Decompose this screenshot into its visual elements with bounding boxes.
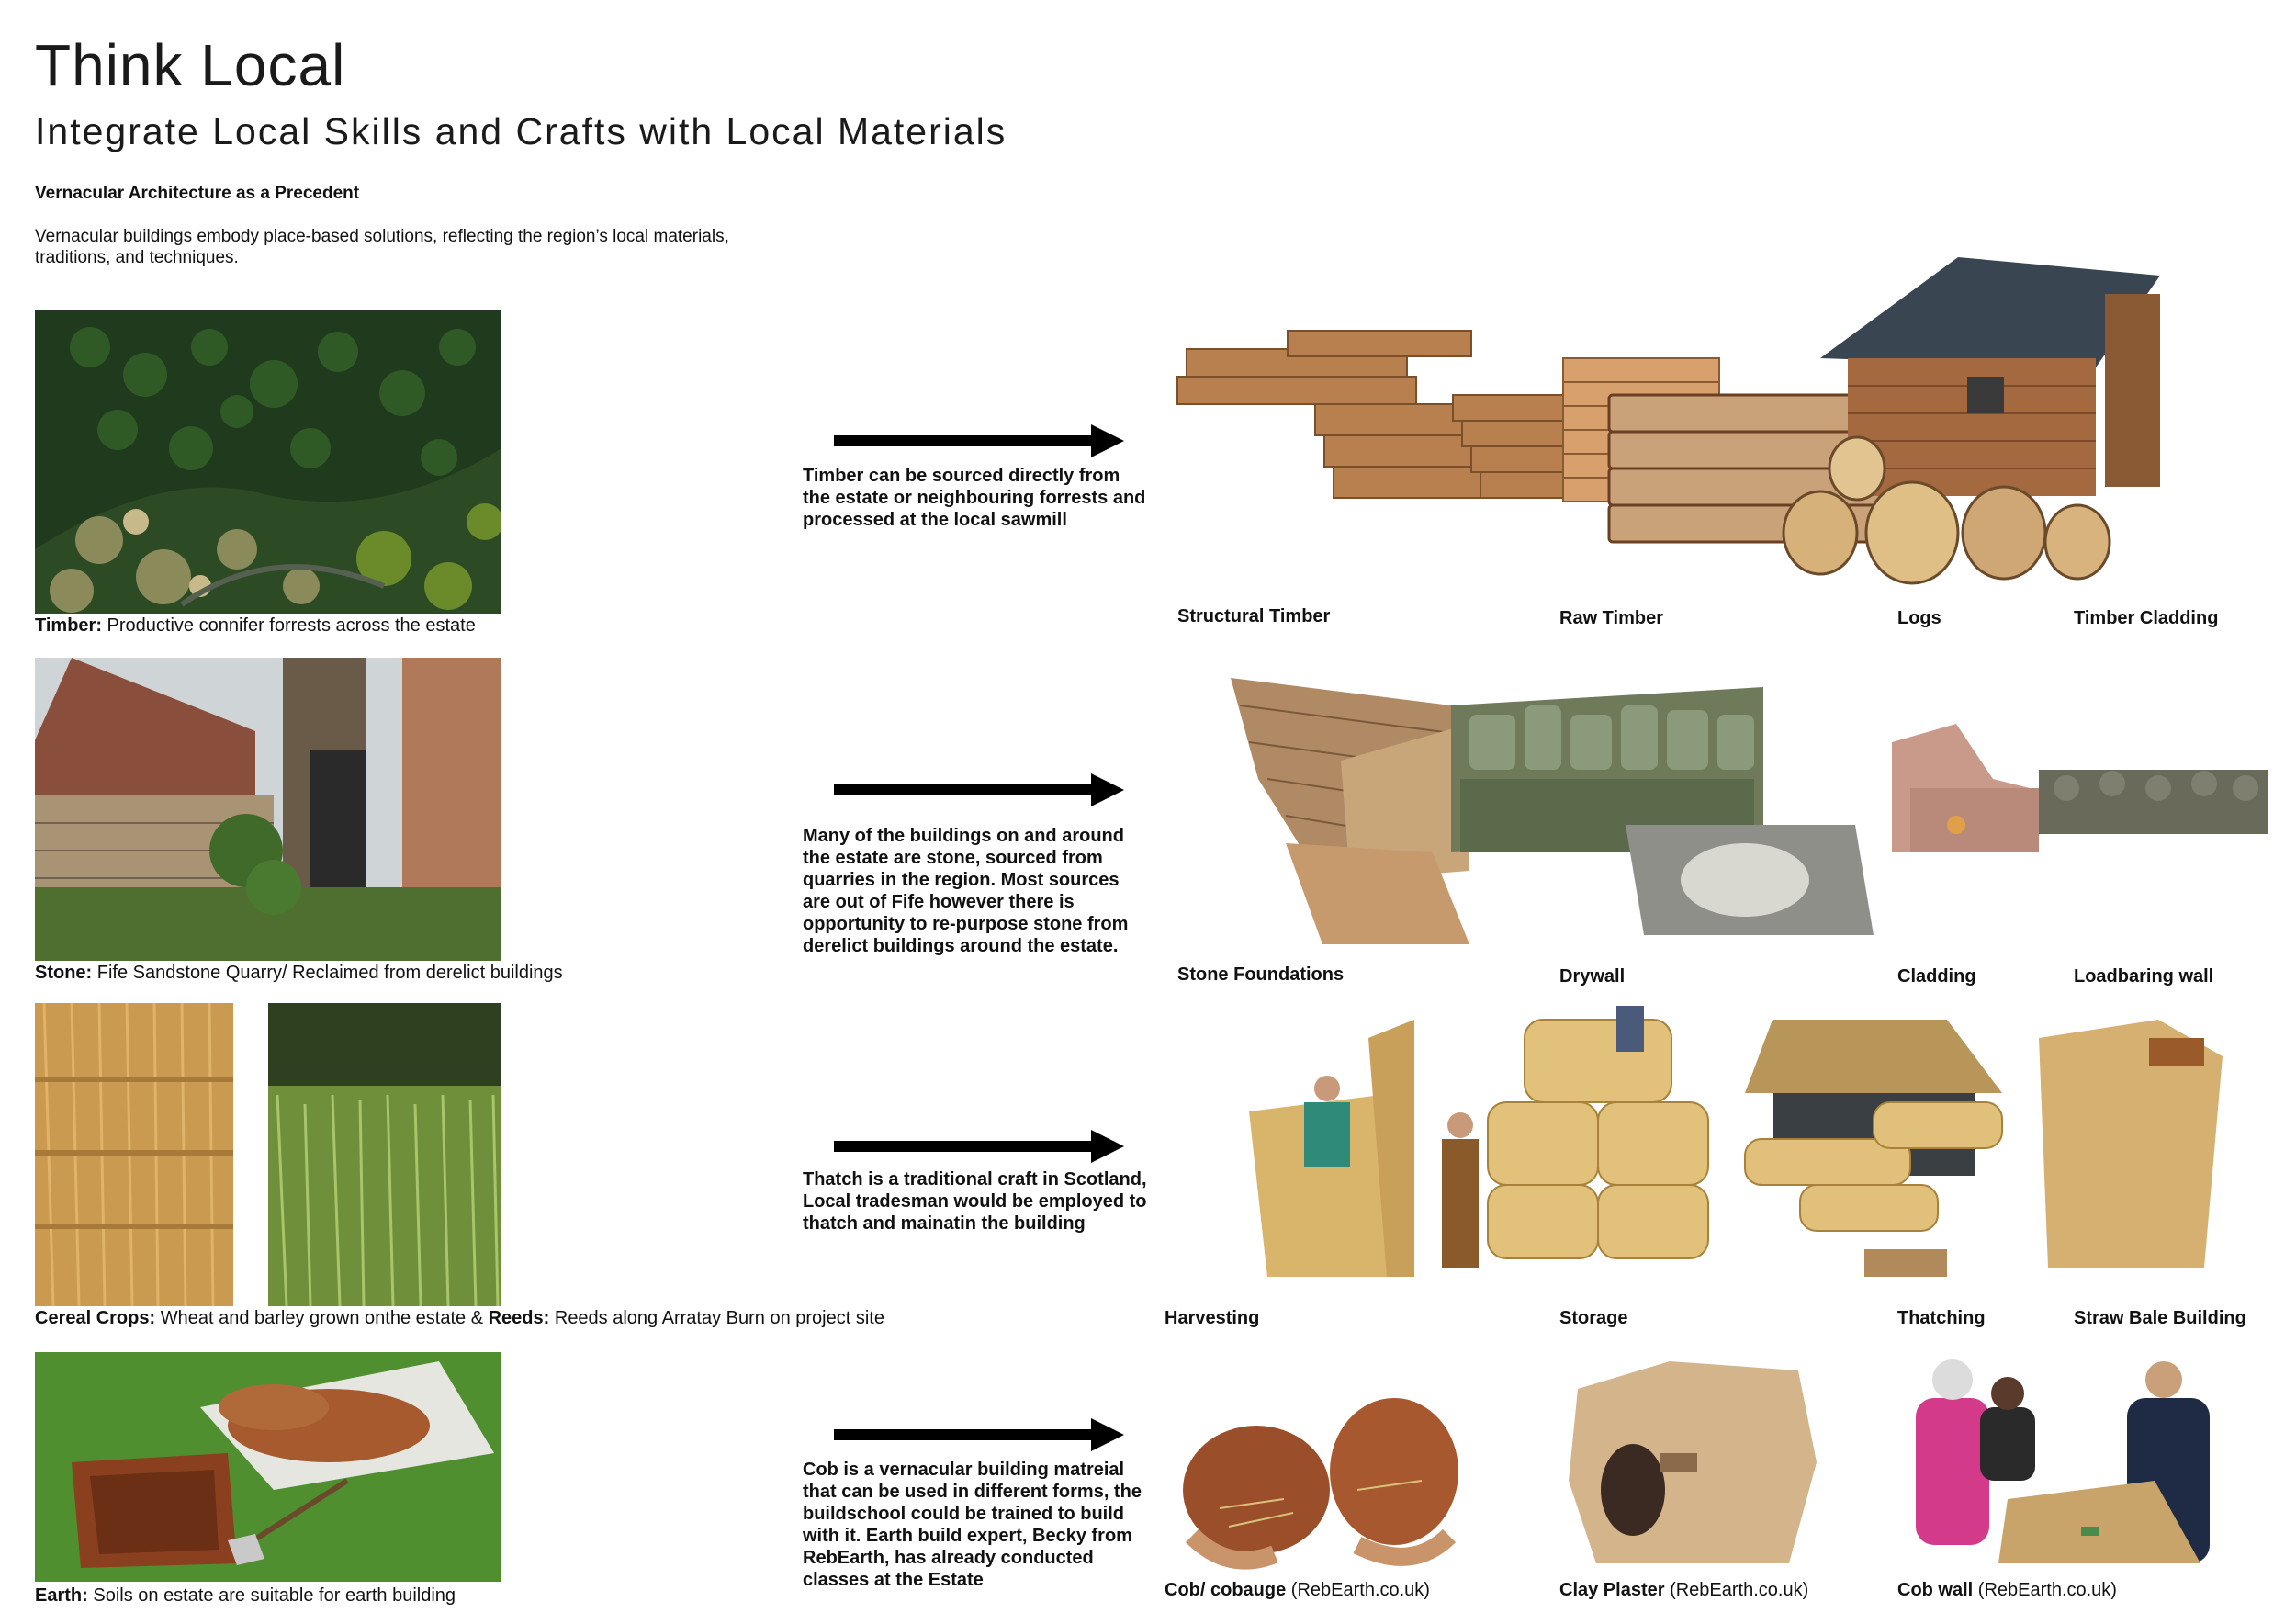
earth-caption: Earth: Soils on estate are suitable for earth building <box>35 1585 456 1606</box>
label-clay-plaster: Clay Plaster (RebEarth.co.uk) <box>1559 1580 1809 1600</box>
label-cladding: Cladding <box>1897 966 1976 987</box>
cob-hands-image <box>1174 1352 1477 1573</box>
stone-collage-image <box>1231 669 2268 944</box>
label-harvesting: Harvesting <box>1165 1308 1260 1328</box>
wheat-field-photo <box>35 1003 233 1306</box>
page-title: Think Local <box>35 32 346 98</box>
label-stone-foundations: Stone Foundations <box>1177 964 1345 985</box>
reed-field-photo <box>268 1003 501 1306</box>
section-heading: Vernacular Architecture as a Precedent <box>35 184 360 203</box>
thatch-collage-image <box>1231 1001 2268 1295</box>
page-subtitle: Integrate Local Skills and Crafts with Local Materials <box>35 110 1007 152</box>
label-cob-cobauge: Cob/ cobauge (RebEarth.co.uk) <box>1165 1580 1430 1600</box>
stone-description: Many of the buildings on and around the estate are stone, sourced from quarries in the region. Most sources are out of Fife however there is opportunity to re-purpose stone from derelict buildings around the estate. <box>803 826 1129 956</box>
timber-arrow-icon <box>834 423 1124 459</box>
earth-arrow-icon <box>834 1416 1124 1453</box>
cob-wall-building-image <box>1897 1343 2265 1573</box>
crops-reeds-caption: Cereal Crops: Wheat and barley grown onthe estate & Reeds: Reeds along Arratay Burn on project site <box>35 1308 884 1328</box>
timber-description: Timber can be sourced directly from the estate or neighbouring forrests and processed at the local sawmill <box>803 466 1146 530</box>
timber-collage-image <box>1177 257 2261 597</box>
soil-pit-photo <box>35 1352 501 1582</box>
thatch-arrow-icon <box>834 1128 1124 1165</box>
label-thatching: Thatching <box>1897 1308 1986 1328</box>
label-raw-timber: Raw Timber <box>1559 608 1663 628</box>
thatch-description: Thatch is a traditional craft in Scotland, Local tradesman would be employed to thatch and mainatin the building <box>803 1169 1147 1234</box>
stone-arrow-icon <box>834 772 1124 808</box>
label-logs: Logs <box>1897 608 1941 628</box>
label-timber-cladding: Timber Cladding <box>2074 608 2219 628</box>
label-straw-bale-building: Straw Bale Building <box>2074 1308 2246 1328</box>
derelict-stone-building-photo <box>35 658 501 961</box>
forest-aerial-photo <box>35 310 501 614</box>
stone-caption: Stone: Fife Sandstone Quarry/ Reclaimed from derelict buildings <box>35 963 563 983</box>
label-cob-wall: Cob wall (RebEarth.co.uk) <box>1897 1580 2117 1600</box>
label-storage: Storage <box>1559 1308 1628 1328</box>
clay-plaster-image <box>1559 1352 1826 1573</box>
label-structural-timber: Structural Timber <box>1177 606 1331 626</box>
intro-text: Vernacular buildings embody place-based solutions, reflecting the region’s local materials, traditions, and techniques. <box>35 227 729 267</box>
timber-caption: Timber: Productive connifer forrests across the estate <box>35 615 476 636</box>
label-loadbaring-wall: Loadbaring wall <box>2074 966 2214 987</box>
earth-description: Cob is a vernacular building matreial that can be used in different forms, the buildschool could be trained to build with it. Earth build expert, Becky from RebEarth, has already conducted classes at the Estate <box>803 1460 1142 1590</box>
label-drywall: Drywall <box>1559 966 1626 987</box>
